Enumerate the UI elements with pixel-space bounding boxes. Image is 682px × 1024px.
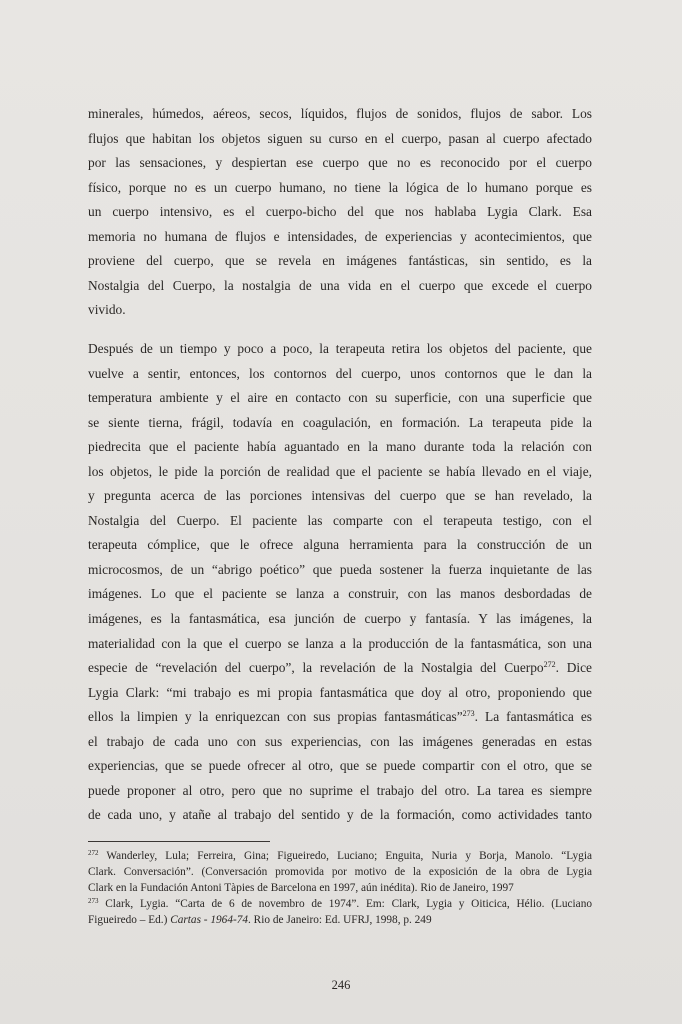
text-line: se siente tierna, frágil, todavía en coagulación, en formación. La terapeuta pide la <box>88 414 592 430</box>
text-line: el trabajo de cada uno con sus experiencias, con las imágenes generadas en estas <box>88 733 592 749</box>
text-line: materialidad con la que el cuerpo se lanza a la producción de la fantasmática, son una <box>88 635 592 651</box>
page-number: 246 <box>331 978 351 992</box>
footnote-line <box>88 897 592 913</box>
text-line: microcosmos, de un “abrigo poético” que pueda sostener la fuerza inquietante de las <box>88 561 592 577</box>
book-title: Cartas - 1964-74 <box>170 913 249 926</box>
text-fragment: . La fantasmática es <box>474 709 592 725</box>
text-line: minerales, húmedos, aéreos, secos, líquidos, flujos de sonidos, flujos de sabor. Los <box>88 106 592 121</box>
text-line: los objetos, le pide la porción de realidad que el paciente se había llevado en el viaje, <box>88 463 592 479</box>
text-line: vuelve a sentir, entonces, los contornos del cuerpo, unos contornos que le dan la <box>88 365 592 381</box>
text-line: piedrecita que el paciente había aguantado en la mano durante toda la relación con <box>88 439 592 455</box>
footnote-line <box>88 913 592 929</box>
text-line: flujos que habitan los objetos siguen su curso en el cuerpo, pasan al cuerpo afectado <box>88 130 592 146</box>
footnote-273 <box>88 897 592 929</box>
paragraph-1 <box>88 102 592 323</box>
text-line: puede proponer al otro, pero que no suprime el trabajo del otro. La tarea es siempre <box>88 782 592 798</box>
text-line: Lygia Clark: “mi trabajo es mi propia fantasmática que doy al otro, proponiendo que <box>88 684 592 700</box>
footnote-separator <box>88 841 270 842</box>
footnote-line: Clark. Conversación”. (Conversación promovida por motivo de la exposición de la obra de Lygia <box>88 865 592 878</box>
text-line: imágenes. Lo que el paciente se lanza a construir, con las manos desbordadas de <box>88 586 592 602</box>
text-fragment: ellos la limpien y la enriquezcan con sus propias fantasmáticas” <box>88 709 463 725</box>
footnotes <box>88 849 592 929</box>
text-line: imágenes, es la fantasmática, esa junción de cuerpo y fantasía. Y las imágenes, la <box>88 611 592 627</box>
text-line: memoria no humana de flujos e intensidades, de experiencias y acontecimientos, que <box>88 228 592 244</box>
text-line: un cuerpo intensivo, es el cuerpo-bicho del que nos hablaba Lygia Clark. Esa <box>88 204 592 220</box>
footnote-line: Clark en la Fundación Antoni Tàpies de Barcelona en 1997, aún inédita). Rio de Janeiro, 1997 <box>88 881 514 894</box>
text-line: Nostalgia del Cuerpo. El paciente las comparte con el terapeuta testigo, con el <box>88 512 592 528</box>
footnote-line <box>88 849 592 865</box>
footnote-272 <box>88 849 592 897</box>
footnote-ref-273[interactable]: 273 <box>462 709 475 719</box>
text-line: terapeuta cómplice, que le ofrece alguna herramienta para la construcción de un <box>88 537 592 553</box>
footnote-text: Wanderley, Lula; Ferreira, Gina; Figueiredo, Luciano; Enguita, Nuria y Borja, Manolo. “Lygia <box>98 850 592 862</box>
text-line <box>88 705 592 730</box>
text-fragment: especie de “revelación del cuerpo”, la revelación de la Nostalgia del Cuerpo <box>88 660 544 676</box>
text-line: vivido. <box>88 302 126 318</box>
footnote-number: 272 <box>88 849 99 857</box>
text-line: físico, porque no es un cuerpo humano, no tiene la lógica de lo humano porque es <box>88 179 592 195</box>
text-line: de cada uno, y atañe al trabajo del sentido y de la formación, como actividades tanto <box>88 807 592 823</box>
footnote-text: Figueiredo – Ed.) <box>88 913 171 926</box>
text-line: y pregunta acerca de las porciones intensivas del cuerpo que se han revelado, la <box>88 488 592 504</box>
text-fragment: . Dice <box>555 660 592 676</box>
footnote-text: Clark, Lygia. “Carta de 6 de novembro de 1974”. Em: Clark, Lygia y Oiticica, Hélio. (Luciano <box>98 897 592 910</box>
text-line: temperatura ambiente y el aire en contacto con su superficie, con una superficie que <box>88 390 592 406</box>
text-line: experiencias, que se puede ofrecer al otro, que se puede compartir con el otro, que se <box>88 758 592 774</box>
text-line: por las sensaciones, y despiertan ese cuerpo que no es reconocido por el cuerpo <box>88 155 592 171</box>
footnote-ref-272[interactable]: 272 <box>543 660 556 670</box>
text-line: Después de un tiempo y poco a poco, la terapeuta retira los objetos del paciente, que <box>88 341 592 356</box>
text-line: Nostalgia del Cuerpo, la nostalgia de una vida en el cuerpo que excede el cuerpo <box>88 277 592 293</box>
text-line <box>88 656 592 681</box>
paragraph-2 <box>88 337 592 828</box>
text-line: proviene del cuerpo, que se revela en imágenes fantásticas, sin sentido, es la <box>88 253 592 269</box>
footnote-text: . Rio de Janeiro: Ed. UFRJ, 1998, p. 249 <box>248 913 432 926</box>
footnote-number: 273 <box>88 896 99 905</box>
